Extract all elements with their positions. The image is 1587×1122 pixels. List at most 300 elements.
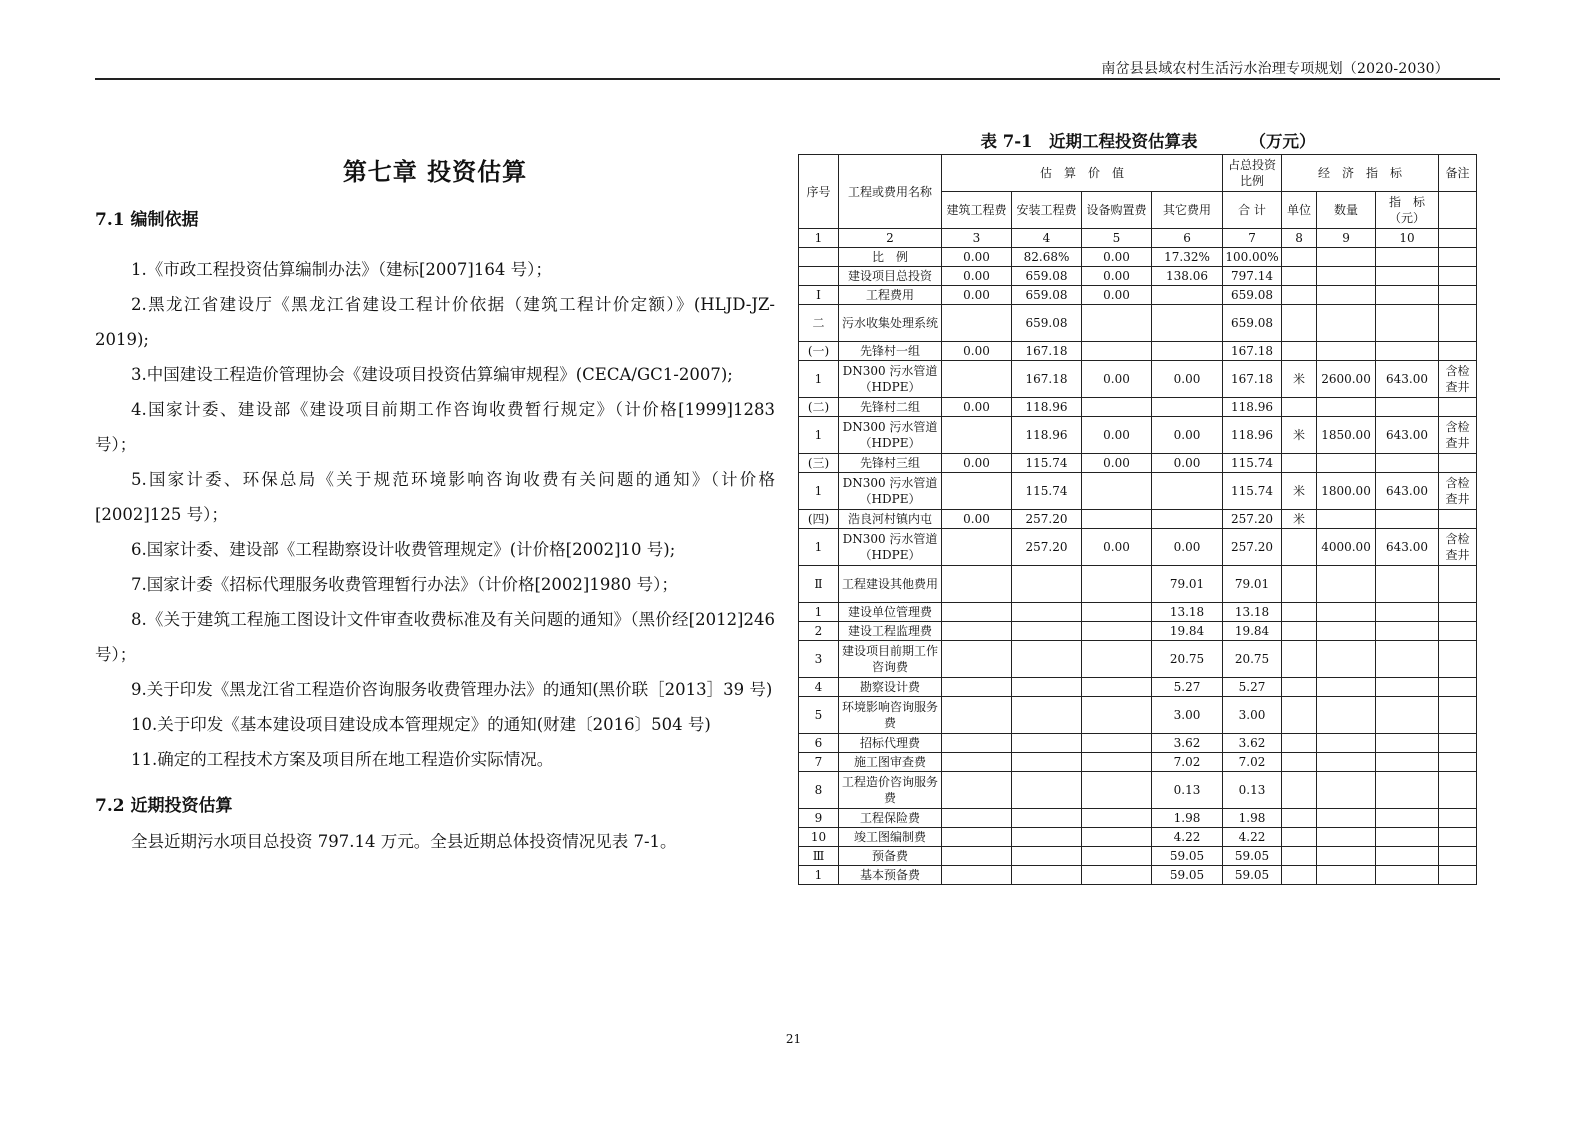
cell-other	[1152, 398, 1223, 417]
cell-index	[1376, 753, 1439, 772]
table-row	[799, 772, 1477, 809]
cell-seq	[799, 248, 839, 267]
header-sub: 设备购置费	[1082, 192, 1152, 229]
cell-remark	[1439, 603, 1477, 622]
cell-equipment: 0.00	[1082, 248, 1152, 267]
basis-item: 7.国家计委《招标代理服务收费管理暂行办法》（计价格[2002]1980 号）；	[131, 575, 678, 594]
cell-building	[942, 734, 1012, 753]
cell-equipment	[1082, 641, 1152, 678]
cell-name: 建设单位管理费	[839, 603, 942, 622]
table-row	[799, 734, 1477, 753]
cell-total: 3.62	[1223, 734, 1282, 753]
col-number: 8	[1282, 229, 1317, 248]
table-row	[799, 454, 1477, 473]
col-number: 6	[1152, 229, 1223, 248]
col-number: 2	[839, 229, 942, 248]
cell-remark	[1439, 828, 1477, 847]
cell-seq: 1	[799, 603, 839, 622]
cell-other	[1152, 342, 1223, 361]
table-row	[799, 828, 1477, 847]
cell-seq: 9	[799, 809, 839, 828]
cell-equipment: 0.00	[1082, 454, 1152, 473]
cell-index	[1376, 454, 1439, 473]
cell-name: 先锋村一组	[839, 342, 942, 361]
basis-item: 6.国家计委、建设部《工程勘察设计收费管理规定》(计价格[2002]10 号);	[131, 540, 676, 559]
cell-seq: 6	[799, 734, 839, 753]
cell-name: 建设项目总投资	[839, 267, 942, 286]
cell-name: 基本预备费	[839, 866, 942, 885]
cell-equipment	[1082, 753, 1152, 772]
cell-total: 3.00	[1223, 697, 1282, 734]
cell-other	[1152, 305, 1223, 342]
table-row	[799, 305, 1477, 342]
table-row	[799, 809, 1477, 828]
cell-building	[942, 305, 1012, 342]
cell-index	[1376, 622, 1439, 641]
cell-other: 0.00	[1152, 529, 1223, 566]
basis-item: 11.确定的工程技术方案及项目所在地工程造价实际情况。	[131, 750, 554, 769]
table-row	[799, 753, 1477, 772]
cell-install: 659.08	[1012, 305, 1082, 342]
table-row	[799, 267, 1477, 286]
cell-total: 20.75	[1223, 641, 1282, 678]
basis-item: 5.国家计委、环保总局《关于规范环境影响咨询收费有关问题的通知》（计价格[2002]125 号）；	[95, 470, 775, 524]
table-caption	[818, 130, 1478, 154]
cell-index: 643.00	[1376, 473, 1439, 510]
cell-building: 0.00	[942, 286, 1012, 305]
cell-building: 0.00	[942, 454, 1012, 473]
table-row	[799, 248, 1477, 267]
col-number	[1439, 229, 1477, 248]
cell-building	[942, 566, 1012, 603]
cell-name: 预备费	[839, 847, 942, 866]
cell-seq: 1	[799, 866, 839, 885]
cell-install: 257.20	[1012, 510, 1082, 529]
cell-index	[1376, 248, 1439, 267]
cell-other: 0.00	[1152, 417, 1223, 454]
cell-unit	[1282, 342, 1317, 361]
cell-quantity	[1317, 734, 1376, 753]
cell-unit	[1282, 697, 1317, 734]
cell-install: 118.96	[1012, 398, 1082, 417]
table-row	[799, 417, 1477, 454]
cell-building	[942, 622, 1012, 641]
cell-unit	[1282, 828, 1317, 847]
cell-equipment	[1082, 772, 1152, 809]
cell-other	[1152, 286, 1223, 305]
cell-name: 工程建设其他费用	[839, 566, 942, 603]
cell-building	[942, 847, 1012, 866]
cell-index	[1376, 828, 1439, 847]
cell-equipment	[1082, 510, 1152, 529]
col-number: 1	[799, 229, 839, 248]
chapter-title: 第七章 投资估算	[342, 157, 528, 186]
cell-install	[1012, 753, 1082, 772]
cell-quantity	[1317, 753, 1376, 772]
cell-unit: 米	[1282, 417, 1317, 454]
cell-quantity: 1800.00	[1317, 473, 1376, 510]
cell-unit	[1282, 847, 1317, 866]
cell-other: 0.00	[1152, 361, 1223, 398]
cell-remark	[1439, 622, 1477, 641]
table-row	[799, 529, 1477, 566]
cell-unit: 米	[1282, 361, 1317, 398]
cell-install: 115.74	[1012, 454, 1082, 473]
cell-install: 659.08	[1012, 267, 1082, 286]
cell-quantity	[1317, 847, 1376, 866]
cell-quantity	[1317, 267, 1376, 286]
cell-total: 118.96	[1223, 417, 1282, 454]
header-remark: 备注	[1439, 155, 1477, 192]
cell-building: 0.00	[942, 267, 1012, 286]
cell-remark	[1439, 398, 1477, 417]
cell-install	[1012, 622, 1082, 641]
cell-index	[1376, 398, 1439, 417]
cell-index	[1376, 286, 1439, 305]
cell-total: 797.14	[1223, 267, 1282, 286]
cell-install	[1012, 678, 1082, 697]
cell-remark	[1439, 566, 1477, 603]
cell-total: 59.05	[1223, 866, 1282, 885]
cell-name: 工程保险费	[839, 809, 942, 828]
cell-remark	[1439, 248, 1477, 267]
cell-unit	[1282, 398, 1317, 417]
investment-estimate-table	[798, 154, 1477, 885]
cell-remark	[1439, 753, 1477, 772]
cell-quantity	[1317, 697, 1376, 734]
cell-total: 13.18	[1223, 603, 1282, 622]
cell-name: 污水收集处理系统	[839, 305, 942, 342]
cell-seq: (三)	[799, 454, 839, 473]
cell-equipment	[1082, 847, 1152, 866]
cell-remark	[1439, 286, 1477, 305]
cell-equipment	[1082, 342, 1152, 361]
cell-total: 659.08	[1223, 286, 1282, 305]
header-estimate-group: 估 算 价 值	[942, 155, 1223, 192]
cell-index	[1376, 772, 1439, 809]
cell-name: 工程费用	[839, 286, 942, 305]
cell-quantity	[1317, 641, 1376, 678]
cell-equipment	[1082, 305, 1152, 342]
cell-name: 工程造价咨询服务费	[839, 772, 942, 809]
cell-install	[1012, 847, 1082, 866]
cell-seq: 1	[799, 529, 839, 566]
basis-item: 8.《关于建筑工程施工图设计文件审查收费标准及有关问题的通知》（黑价经[2012]246 号）；	[95, 610, 775, 664]
cell-install: 659.08	[1012, 286, 1082, 305]
table-row	[799, 286, 1477, 305]
left-column	[95, 140, 775, 859]
cell-install	[1012, 566, 1082, 603]
cell-building: 0.00	[942, 248, 1012, 267]
table-body	[799, 248, 1477, 885]
cell-total: 5.27	[1223, 678, 1282, 697]
cell-quantity	[1317, 248, 1376, 267]
cell-quantity: 4000.00	[1317, 529, 1376, 566]
cell-quantity	[1317, 678, 1376, 697]
cell-index	[1376, 847, 1439, 866]
cell-total: 1.98	[1223, 809, 1282, 828]
basis-item: 9.关于印发《黑龙江省工程造价咨询服务收费管理办法》的通知(黑价联［2013］39 号)	[131, 680, 773, 699]
cell-install	[1012, 866, 1082, 885]
basis-item: 1.《市政工程投资估算编制办法》（建标[2007]164 号）；	[131, 260, 552, 279]
cell-total: 167.18	[1223, 361, 1282, 398]
header-sub: 单位	[1282, 192, 1317, 229]
cell-name: 先锋村三组	[839, 454, 942, 473]
cell-equipment	[1082, 603, 1152, 622]
header-sub: 合 计	[1223, 192, 1282, 229]
cell-remark	[1439, 866, 1477, 885]
cell-install	[1012, 809, 1082, 828]
header-sub: 数量	[1317, 192, 1376, 229]
section-heading-7-1: 7.1 编制依据	[95, 210, 199, 230]
cell-other: 0.00	[1152, 454, 1223, 473]
col-number: 4	[1012, 229, 1082, 248]
cell-seq: 1	[799, 417, 839, 454]
cell-remark	[1439, 847, 1477, 866]
header-sub: 安装工程费	[1012, 192, 1082, 229]
cell-remark	[1439, 678, 1477, 697]
cell-building	[942, 866, 1012, 885]
cell-total: 0.13	[1223, 772, 1282, 809]
cell-unit	[1282, 286, 1317, 305]
cell-seq: 2	[799, 622, 839, 641]
cell-seq: (二)	[799, 398, 839, 417]
cell-install	[1012, 772, 1082, 809]
basis-item: 4.国家计委、建设部《建设项目前期工作咨询收费暂行规定》（计价格[1999]1283 号）；	[95, 400, 775, 454]
cell-remark	[1439, 809, 1477, 828]
cell-seq: 10	[799, 828, 839, 847]
cell-remark	[1439, 772, 1477, 809]
cell-unit	[1282, 566, 1317, 603]
cell-other: 13.18	[1152, 603, 1223, 622]
cell-install: 82.68%	[1012, 248, 1082, 267]
cell-total: 115.74	[1223, 454, 1282, 473]
cell-name: 招标代理费	[839, 734, 942, 753]
header-seq: 序号	[799, 155, 839, 229]
cell-equipment: 0.00	[1082, 529, 1152, 566]
cell-seq: (一)	[799, 342, 839, 361]
cell-quantity	[1317, 398, 1376, 417]
cell-total: 4.22	[1223, 828, 1282, 847]
table-row	[799, 342, 1477, 361]
cell-other: 19.84	[1152, 622, 1223, 641]
cell-remark	[1439, 641, 1477, 678]
basis-item: 10.关于印发《基本建设项目建设成本管理规定》的通知(财建〔2016〕504 号)	[131, 715, 711, 734]
cell-total: 115.74	[1223, 473, 1282, 510]
cell-quantity	[1317, 866, 1376, 885]
investment-table-block	[798, 130, 1478, 885]
col-number: 5	[1082, 229, 1152, 248]
cell-total: 100.00%	[1223, 248, 1282, 267]
cell-total: 659.08	[1223, 305, 1282, 342]
header-name: 工程或费用名称	[839, 155, 942, 229]
cell-unit	[1282, 678, 1317, 697]
cell-index: 643.00	[1376, 417, 1439, 454]
cell-name: DN300 污水管道（HDPE）	[839, 473, 942, 510]
cell-seq: 二	[799, 305, 839, 342]
cell-building: 0.00	[942, 510, 1012, 529]
cell-total: 167.18	[1223, 342, 1282, 361]
cell-index	[1376, 641, 1439, 678]
table-row	[799, 566, 1477, 603]
cell-building	[942, 678, 1012, 697]
table-row	[799, 473, 1477, 510]
cell-unit: 米	[1282, 510, 1317, 529]
cell-seq: 5	[799, 697, 839, 734]
cell-install: 167.18	[1012, 361, 1082, 398]
cell-quantity	[1317, 809, 1376, 828]
cell-unit	[1282, 734, 1317, 753]
cell-building: 0.00	[942, 342, 1012, 361]
cell-unit	[1282, 809, 1317, 828]
cell-index	[1376, 734, 1439, 753]
cell-equipment	[1082, 398, 1152, 417]
cell-name: 竣工图编制费	[839, 828, 942, 847]
cell-index: 643.00	[1376, 529, 1439, 566]
table-row	[799, 847, 1477, 866]
cell-remark	[1439, 342, 1477, 361]
cell-quantity	[1317, 342, 1376, 361]
cell-quantity	[1317, 828, 1376, 847]
cell-install	[1012, 641, 1082, 678]
table-row	[799, 510, 1477, 529]
cell-unit: 米	[1282, 473, 1317, 510]
table-row	[799, 361, 1477, 398]
cell-seq: 7	[799, 753, 839, 772]
cell-building	[942, 417, 1012, 454]
col-number: 9	[1317, 229, 1376, 248]
cell-equipment	[1082, 622, 1152, 641]
cell-remark	[1439, 697, 1477, 734]
column-number-row	[799, 229, 1477, 248]
cell-total: 257.20	[1223, 529, 1282, 566]
cell-equipment	[1082, 809, 1152, 828]
cell-total: 257.20	[1223, 510, 1282, 529]
cell-remark	[1439, 305, 1477, 342]
cell-seq: 8	[799, 772, 839, 809]
cell-other: 3.00	[1152, 697, 1223, 734]
cell-unit	[1282, 603, 1317, 622]
cell-seq: (四)	[799, 510, 839, 529]
running-header-title: 南岔县县域农村生活污水治理专项规划（2020-2030）	[1101, 61, 1449, 77]
cell-total: 59.05	[1223, 847, 1282, 866]
cell-remark: 含检查井	[1439, 473, 1477, 510]
col-number: 10	[1376, 229, 1439, 248]
cell-seq: Ⅱ	[799, 566, 839, 603]
summary-paragraph: 全县近期污水项目总投资 797.14 万元。全县近期总体投资情况见表 7-1。	[131, 832, 677, 851]
cell-other: 7.02	[1152, 753, 1223, 772]
cell-other	[1152, 510, 1223, 529]
cell-install: 118.96	[1012, 417, 1082, 454]
cell-index	[1376, 866, 1439, 885]
cell-index	[1376, 809, 1439, 828]
cell-unit	[1282, 753, 1317, 772]
header-sub: 建筑工程费	[942, 192, 1012, 229]
cell-name: 施工图审查费	[839, 753, 942, 772]
cell-index	[1376, 305, 1439, 342]
cell-index	[1376, 267, 1439, 286]
cell-name: 建设工程监理费	[839, 622, 942, 641]
cell-quantity	[1317, 286, 1376, 305]
table-row	[799, 603, 1477, 622]
cell-index	[1376, 603, 1439, 622]
cell-name: 先锋村二组	[839, 398, 942, 417]
cell-building	[942, 828, 1012, 847]
table-row	[799, 697, 1477, 734]
cell-name: 建设项目前期工作咨询费	[839, 641, 942, 678]
cell-building	[942, 697, 1012, 734]
table-caption-title: 表 7-1 近期工程投资估算表	[980, 132, 1198, 151]
cell-equipment: 0.00	[1082, 267, 1152, 286]
cell-install	[1012, 734, 1082, 753]
basis-item: 3.中国建设工程造价管理协会《建设项目投资估算编审规程》(CECA/GC1-2007);	[131, 365, 733, 384]
cell-unit	[1282, 248, 1317, 267]
cell-equipment	[1082, 697, 1152, 734]
cell-total: 79.01	[1223, 566, 1282, 603]
cell-seq: Ⅰ	[799, 286, 839, 305]
section-heading-7-2: 7.2 近期投资估算	[95, 796, 233, 816]
header-divider	[95, 78, 1500, 80]
cell-building	[942, 772, 1012, 809]
cell-building	[942, 603, 1012, 622]
header-ratio-group: 占总投资比例	[1223, 155, 1282, 192]
cell-index	[1376, 566, 1439, 603]
cell-install	[1012, 828, 1082, 847]
cell-unit	[1282, 866, 1317, 885]
cell-other: 20.75	[1152, 641, 1223, 678]
cell-unit	[1282, 529, 1317, 566]
cell-other: 4.22	[1152, 828, 1223, 847]
cell-equipment	[1082, 866, 1152, 885]
cell-other: 59.05	[1152, 866, 1223, 885]
cell-building	[942, 809, 1012, 828]
col-number: 7	[1223, 229, 1282, 248]
cell-remark: 含检查井	[1439, 417, 1477, 454]
cell-index	[1376, 678, 1439, 697]
cell-quantity: 1850.00	[1317, 417, 1376, 454]
cell-remark	[1439, 267, 1477, 286]
cell-remark: 含检查井	[1439, 361, 1477, 398]
cell-equipment	[1082, 734, 1152, 753]
cell-seq: 1	[799, 473, 839, 510]
table-row	[799, 398, 1477, 417]
cell-install	[1012, 697, 1082, 734]
header-sub-empty	[1439, 192, 1477, 229]
cell-equipment: 0.00	[1082, 361, 1152, 398]
cell-seq: 3	[799, 641, 839, 678]
cell-equipment	[1082, 828, 1152, 847]
cell-install: 115.74	[1012, 473, 1082, 510]
cell-seq: Ⅲ	[799, 847, 839, 866]
cell-total: 118.96	[1223, 398, 1282, 417]
header-sub: 其它费用	[1152, 192, 1223, 229]
cell-total: 7.02	[1223, 753, 1282, 772]
cell-unit	[1282, 622, 1317, 641]
cell-name: 环境影响咨询服务费	[839, 697, 942, 734]
cell-building: 0.00	[942, 398, 1012, 417]
cell-other: 5.27	[1152, 678, 1223, 697]
table-row	[799, 641, 1477, 678]
cell-other: 138.06	[1152, 267, 1223, 286]
cell-quantity	[1317, 454, 1376, 473]
cell-index	[1376, 697, 1439, 734]
cell-remark	[1439, 510, 1477, 529]
cell-building	[942, 473, 1012, 510]
basis-item: 2.黑龙江省建设厅《黑龙江省建设工程计价依据（建筑工程计价定额）》(HLJD-JZ-2019);	[95, 295, 775, 349]
cell-index	[1376, 510, 1439, 529]
cell-index	[1376, 342, 1439, 361]
page-number: 21	[785, 1032, 802, 1046]
